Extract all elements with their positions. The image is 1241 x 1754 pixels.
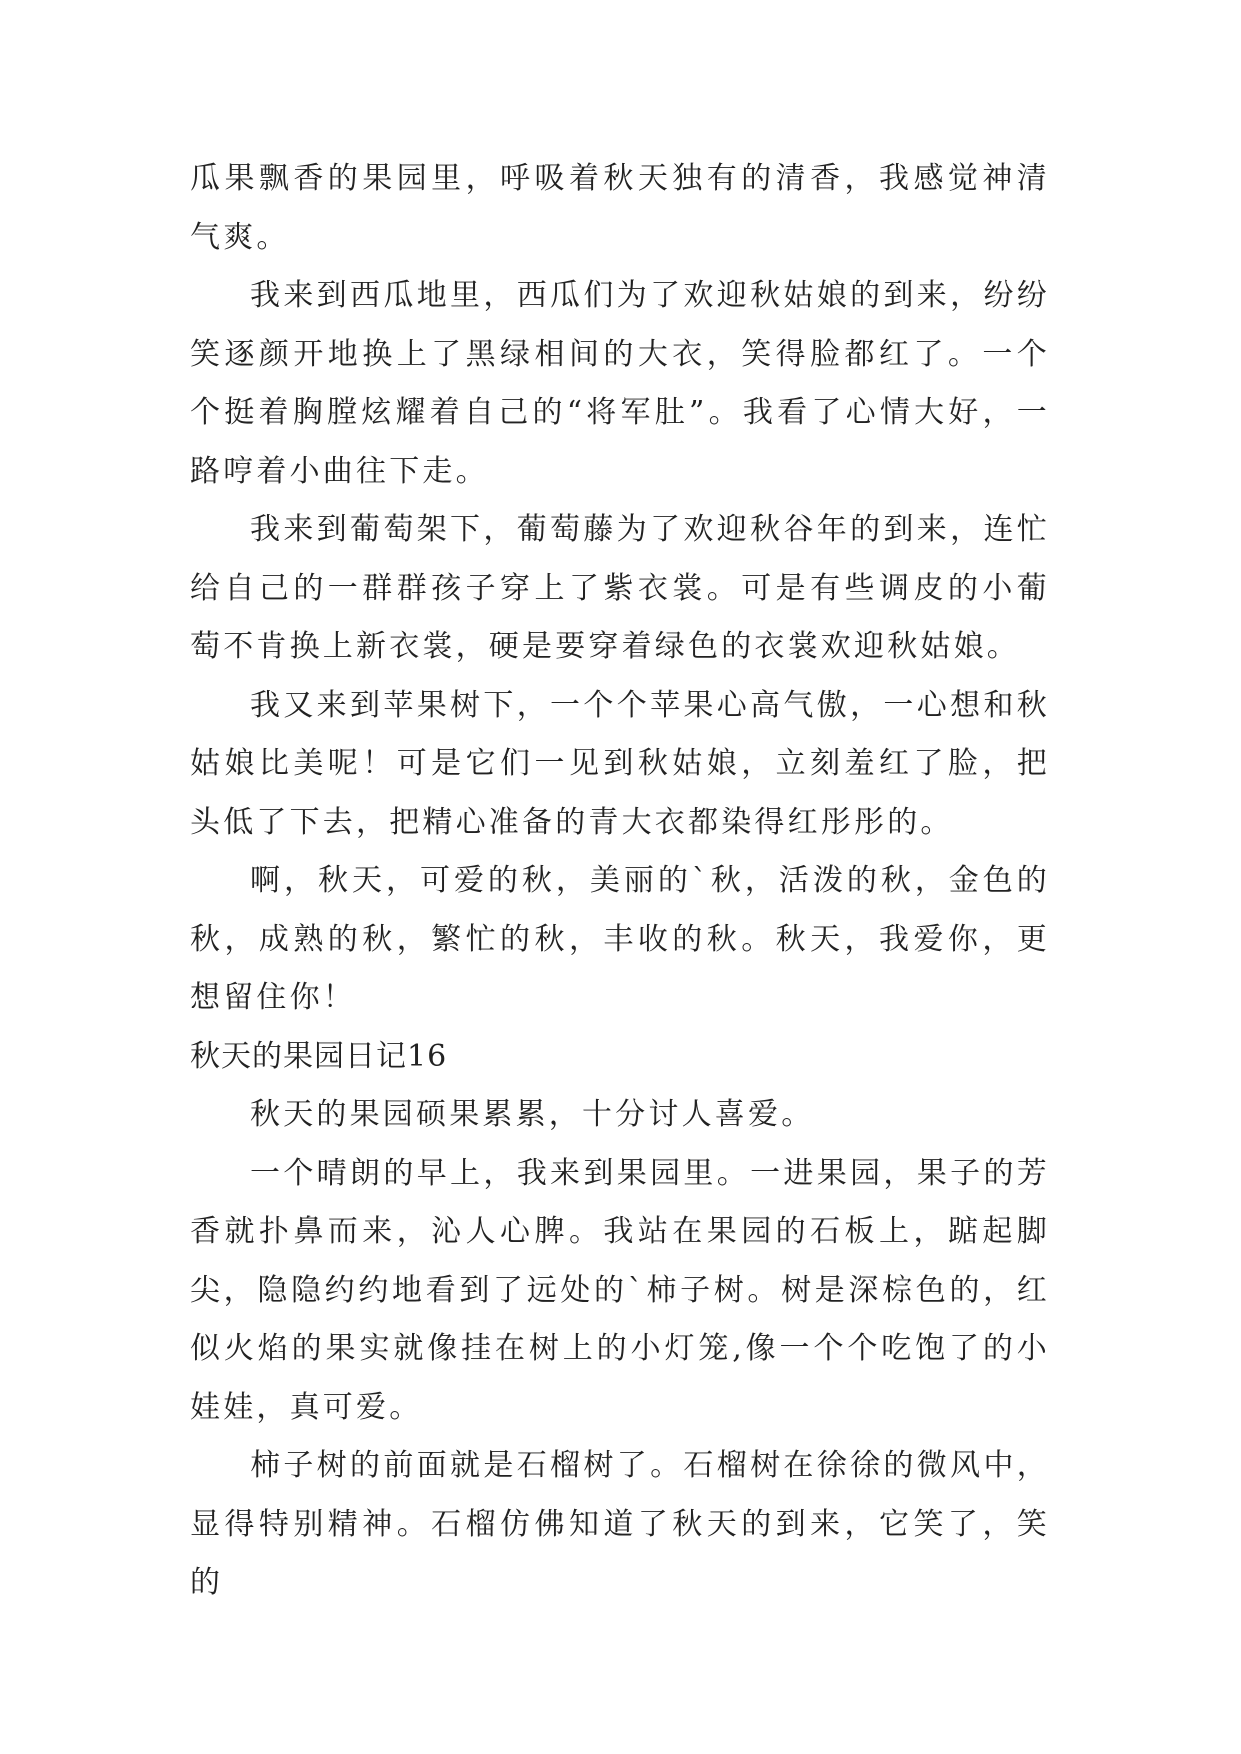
- paragraph-3: 我来到葡萄架下，葡萄藤为了欢迎秋谷年的到来，连忙给自己的一群群孩子穿上了紫衣裳。可是有些调皮的小葡萄不肯换上新衣裳，硬是要穿着绿色的衣裳欢迎秋姑娘。: [190, 512, 1050, 664]
- paragraph-7: 一个晴朗的早上，我来到果园里。一进果园，果子的芳香就扑鼻而来，沁人心脾。我站在果园的石板上，踮起脚尖，隐隐约约地看到了远处的`柿子树。树是深棕色的，红似火焰的果实就像挂在树上的小灯笼,像一个个吃饱了的小娃娃，真可爱。: [190, 1155, 1050, 1425]
- paragraph-6: 秋天的果园硕果累累，十分讨人喜爱。: [250, 1097, 815, 1132]
- paragraph-8: 柿子树的前面就是石榴树了。石榴树在徐徐的微风中，显得特别精神。石榴仿佛知道了秋天的到来，它笑了，笑的: [190, 1448, 1050, 1600]
- paragraph-4: 我又来到苹果树下，一个个苹果心高气傲，一心想和秋姑娘比美呢！可是它们一见到秋姑娘，立刻羞红了脸，把头低了下去，把精心准备的青大衣都染得红彤彤的。: [190, 687, 1050, 840]
- paragraph-5: 啊，秋天，可爱的秋，美丽的`秋，活泼的秋，金色的秋，成熟的秋，繁忙的秋，丰收的秋。秋天，我爱你，更想留住你！: [190, 863, 1050, 1015]
- paragraph-1: 瓜果飘香的果园里，呼吸着秋天独有的清香，我感觉神清气爽。: [190, 161, 1050, 255]
- paragraph-2: 我来到西瓜地里，西瓜们为了欢迎秋姑娘的到来，纷纷笑逐颜开地换上了黑绿相间的大衣，笑得脸都红了。一个个挺着胸膛炫耀着自己的“将军肚”。我看了心情大好，一路哼着小曲往下走。: [190, 278, 1050, 489]
- section-heading: 秋天的果园日记16: [190, 1038, 448, 1074]
- document-page: [190, 150, 1050, 1613]
